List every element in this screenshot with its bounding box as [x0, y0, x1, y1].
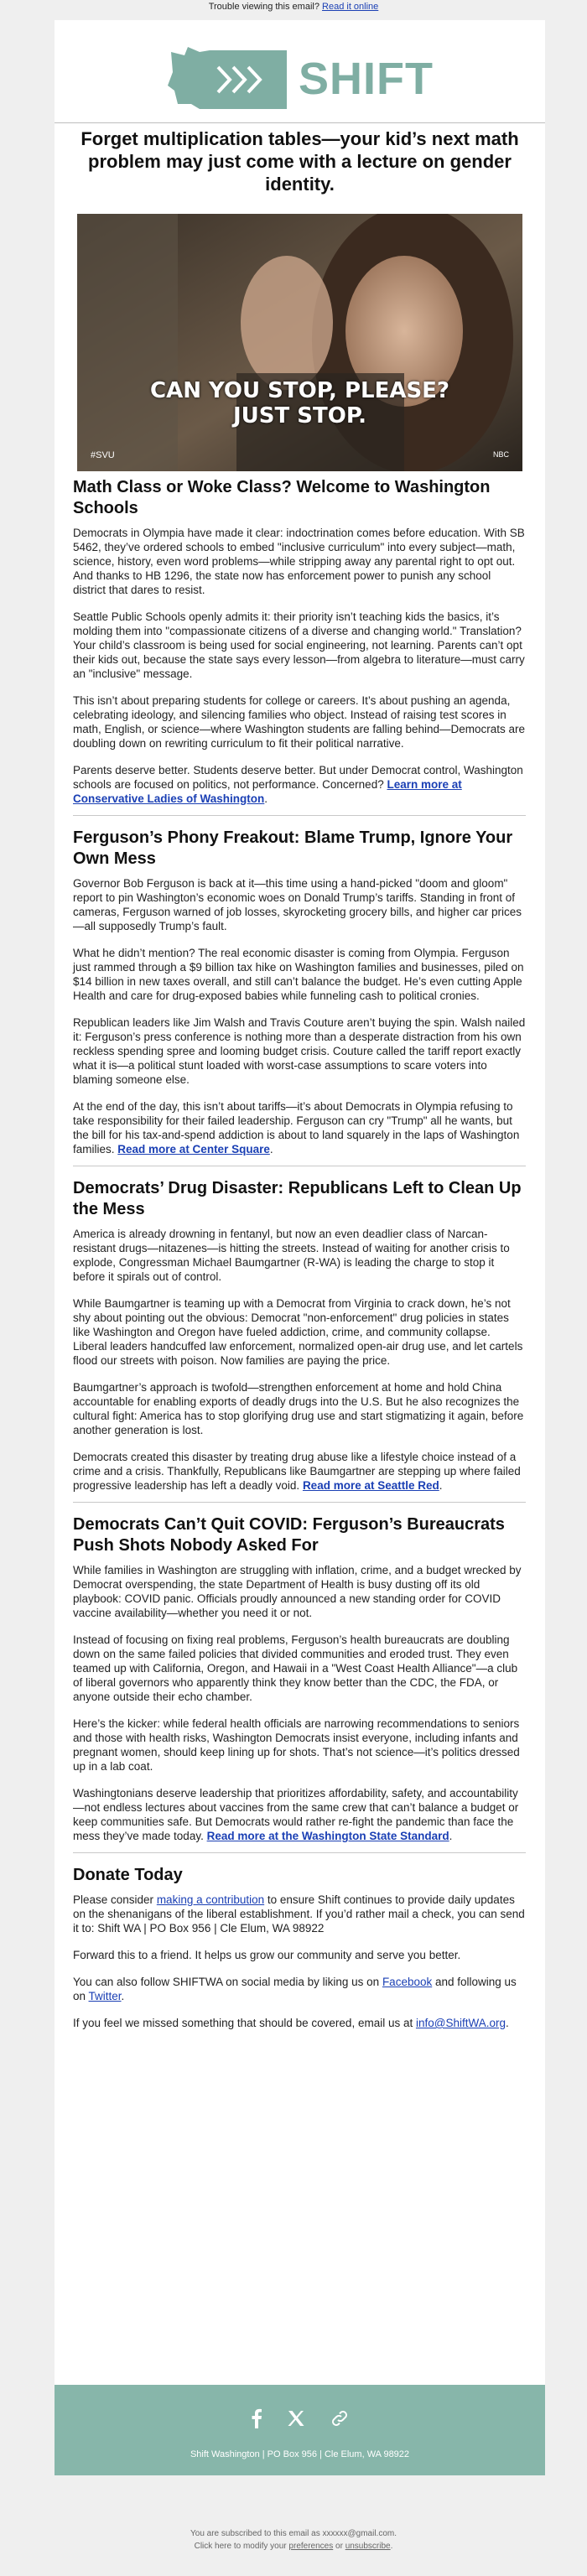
facebook-icon[interactable]	[251, 2408, 262, 2433]
story-source-link[interactable]: Read more at the Washington State Standard	[206, 1830, 449, 1842]
donate-text: Please consider	[73, 1893, 157, 1906]
story-closing-text: Washingtonians deserve leadership that prioritizes affordability, safety, and accountability—not endless lectures about vaccines from the same crew that can’t balance a budget or keep communities safe. But Democrats would rather re-fight the pandemic than face the mess they’ve made today.	[73, 1787, 519, 1842]
story-paragraph: Instead of focusing on fixing real problems, Ferguson’s health bureaucrats are doubling down on the same failed policies that divided communities and eroded trust. They even teamed up with California, Oregon, and Hawaii in a "West Coast Health Alliance"—a club of liberal governors who apparently think they know better than the CDC, the FDA, or anyone outside their echo chamber.	[73, 1633, 518, 1703]
social-footer	[55, 2385, 545, 2475]
story-closing: Parents deserve better. Students deserve better. But under Democrat control, Washington schools are focused on politics, not performance. Concerned? Learn more at Conservative Ladies of Washington.	[73, 764, 523, 805]
read-online-link[interactable]: Read it online	[322, 2, 379, 12]
story-4	[73, 1514, 526, 1843]
email-card	[55, 20, 545, 2475]
hero-svg	[77, 214, 522, 471]
story-paragraph: Seattle Public Schools openly admits it: their priority isn’t teaching kids the basics, it’s molding them into "compassionate citizens of a diverse and changing world." Translation? Your child’s classroom is being used for social engineering, not learning. Parents can’t opt their kids out, because the state says every lesson—from algebra to literature—must carry an "inclusive" message.	[73, 610, 525, 680]
hero-caption-line2: JUST STOP.	[232, 403, 367, 428]
story-source-link[interactable]: Read more at Center Square	[117, 1143, 270, 1156]
story-divider	[73, 815, 526, 816]
link-icon[interactable]	[330, 2408, 350, 2433]
forward-paragraph: Forward this to a friend. It helps us grow our community and serve you better.	[73, 1949, 461, 1961]
nbc-logo: NBC	[492, 450, 509, 459]
story-paragraph: America is already drowning in fentanyl, but now an even deadlier class of Narcan-resistant drugs—nitazenes—is hitting the streets. Instead of waiting for another crisis to explode, Congressman Michael Baumgartner (R-WA) is leading the charge to stop it before it spirals out of control.	[73, 1228, 510, 1283]
story-closing-text: Parents deserve better. Students deserve better. But under Democrat control, Washington schools are focused on politics, not performance. Concerned?	[73, 764, 523, 791]
story-divider	[73, 1502, 526, 1503]
preheader-text: Trouble viewing this email?	[208, 2, 319, 12]
story-title: Democrats’ Drug Disaster: Republicans Left to Clean Up the Mess	[73, 1179, 522, 1218]
story-closing: Democrats created this disaster by treating drug abuse like a lifestyle choice instead of a crime and a crisis. Thankfully, Republicans like Baumgartner are stepping up where failed progressive leadership has left a deadly void. Read more at Seattle Red.	[73, 1451, 521, 1492]
preferences-line	[0, 2540, 587, 2553]
washington-state-icon	[166, 44, 292, 114]
subscription-text: You are subscribed to this email as	[190, 2529, 323, 2538]
story-paragraph: Here’s the kicker: while federal health officials are narrowing recommendations to seniors and those with health risks, Washington Democrats insist everyone, including infants and pregnant women, should keep lining up for shots. That’s not science—it’s politics dressed up in a lab coat.	[73, 1717, 520, 1773]
story-source-link[interactable]: Read more at Seattle Red	[302, 1479, 439, 1492]
story-source-link[interactable]: Learn more at Conservative Ladies of Washington	[73, 778, 462, 805]
preferences-link[interactable]: preferences	[288, 2542, 334, 2551]
story-title: Ferguson’s Phony Freakout: Blame Trump, Ignore Your Own Mess	[73, 828, 513, 868]
subscription-info	[0, 2527, 587, 2553]
story-paragraph: Governor Bob Ferguson is back at it—this time using a hand-picked "doom and gloom" report to pin Washington’s economic woes on Donald Trump’s tariffs. Standing in front of cameras, Ferguson warned of job losses, skyrocketing grocery bills, and higher car prices—all supposedly Trump’s fault.	[73, 877, 522, 932]
email-link[interactable]: info@ShiftWA.org	[415, 2017, 506, 2029]
story-2	[73, 828, 526, 1156]
contact-paragraph	[73, 2016, 526, 2030]
story-paragraph: Democrats in Olympia have made it clear: indoctrination comes before education. With SB 5462, they’ve ordered schools to embed "inclusive curriculum" into every subject—math, science, history, even word problems—while stripping away any parental right to opt out. And thanks to HB 1296, the state now has enforcement power to punish any school district that dares to resist.	[73, 527, 525, 596]
article-list	[73, 477, 526, 2043]
story-divider	[73, 1852, 526, 1853]
brand-name: SHIFT	[299, 54, 434, 104]
donate-paragraph	[73, 1893, 526, 1935]
contact-text: .	[505, 2017, 509, 2029]
footer-address: Shift Washington | PO Box 956 | Cle Elum, WA 98922	[190, 2449, 410, 2459]
subscription-line	[0, 2527, 587, 2540]
preferences-text: .	[390, 2542, 393, 2551]
unsubscribe-link[interactable]: unsubscribe	[345, 2542, 391, 2551]
story-paragraph: This isn’t about preparing students for college or careers. It’s about pushing an agenda, celebrating ideology, and silencing families who object. Instead of raising test scores in math, English, or science—where Washington students are falling behind—Democrats are doubling down on rewriting curriculum to fit their political narrative.	[73, 694, 526, 750]
contribution-link[interactable]: making a contribution	[156, 1893, 265, 1906]
story-closing-text: Democrats created this disaster by treating drug abuse like a lifestyle choice instead of a crime and a crisis. Thankfully, Republicans like Baumgartner are stepping up where failed progressive leadership has left a deadly void.	[73, 1451, 521, 1492]
headline: Forget multiplication tables—your kid’s next math problem may just come with a lecture on gender identity.	[81, 128, 519, 195]
header-divider	[55, 122, 545, 123]
social-text: .	[121, 1990, 125, 2002]
donate-title: Donate Today	[73, 1866, 183, 1884]
story-title: Democrats Can’t Quit COVID: Ferguson’s Bureaucrats Push Shots Nobody Asked For	[73, 1515, 505, 1555]
facebook-link[interactable]: Facebook	[382, 1976, 433, 1988]
story-1	[73, 477, 526, 806]
hero-caption-line1: CAN YOU STOP, PLEASE?	[149, 378, 450, 403]
story-closing-text: At the end of the day, this isn’t about tariffs—it’s about Democrats in Olympia refusing to take responsibility for their failed leadership. Ferguson can cry "Trump" all he wants, but the bill for his tax-and-spend addiction is about to land squarely in the laps of Washington families.	[73, 1100, 520, 1156]
subscriber-email: xxxxxx@gmail.com	[322, 2529, 395, 2538]
social-icons	[55, 2385, 545, 2433]
story-paragraph: While families in Washington are struggling with inflation, crime, and a budget wrecked by Democrat overspending, the state Department of Health is busy dusting off its old playbook: COVID panic. Officials proudly announced a new standing order for COVID vaccine availability—whether you need it or not.	[73, 1564, 522, 1619]
preheader	[0, 0, 587, 13]
subscription-text: .	[394, 2529, 397, 2538]
story-paragraph: Baumgartner’s approach is twofold—strengthen enforcement at home and hold China accountable for enabling exports of deadly drugs into the U.S. But he also recognizes the cultural fight: America has to stop glorifying drug use and start stigmatizing it again, before another generation is lost.	[73, 1381, 524, 1436]
hero-tag-left: #SVU	[91, 450, 115, 460]
donate-text: to ensure Shift continues to provide daily updates on the shenanigans of the liberal establishment. If you’d rather mail a check, you can send it to: Shift WA | PO Box 956 | Cle Elum, WA 98922	[73, 1893, 525, 1935]
donate-section	[73, 1865, 526, 2030]
story-paragraph: While Baumgartner is teaming up with a Democrat from Virginia to crack down, he’s not shy about pointing out the obvious: Democrat "non-enforcement" drug policies in states like Washington and Oregon have fueled addiction, crime, and community collapse. Liberal leaders handcuffed law enforcement, normalized open-air drug use, and let cartels flood our streets with poison. Now families are paying the price.	[73, 1297, 523, 1367]
x-icon[interactable]	[286, 2408, 306, 2433]
story-closing: At the end of the day, this isn’t about tariffs—it’s about Democrats in Olympia refusing to take responsibility for their failed leadership. Ferguson can cry "Trump" all he wants, but the bill for his tax-and-spend addiction is about to land squarely in the laps of Washington families. Read more at Center Square.	[73, 1100, 520, 1156]
story-paragraph: What he didn’t mention? The real economic disaster is coming from Olympia. Ferguson just rammed through a $9 billion tax hike on Washington families and businesses, piled on $14 billion in new taxes overall, and still can’t balance the budget. He’s even cutting Apple Health and care for drug-exposed babies while funneling cash to political cronies.	[73, 947, 524, 1002]
story-3	[73, 1178, 526, 1493]
hero-image[interactable]	[77, 214, 522, 471]
logo	[55, 40, 545, 124]
contact-text: If you feel we missed something that should be covered, email us at	[73, 2017, 416, 2029]
social-text: You can also follow SHIFTWA on social media by liking us on	[73, 1976, 382, 1988]
social-text: and following us on	[73, 1976, 517, 2002]
social-paragraph	[73, 1975, 526, 2003]
twitter-link[interactable]: Twitter	[88, 1990, 122, 2002]
preferences-text: or	[333, 2542, 345, 2551]
story-title: Math Class or Woke Class? Welcome to Washington Schools	[73, 478, 491, 517]
story-paragraph: Republican leaders like Jim Walsh and Travis Couture aren’t buying the spin. Walsh nailed it: Ferguson’s press conference is nothing more than a desperate distraction from his own reckless spending spree and looming budget crisis. Couture called the tariff report exactly what it is—a political stunt loaded with worst-case assumptions to scare voters into blaming someone else.	[73, 1016, 526, 1086]
story-closing: Washingtonians deserve leadership that prioritizes affordability, safety, and accountability—not endless lectures about vaccines from the same crew that can’t balance a budget or keep communities safe. But Democrats would rather re-fight the pandemic than face the mess they’ve made today. Read more at the Washington State Standard.	[73, 1787, 519, 1842]
preferences-text: Click here to modify your	[194, 2542, 289, 2551]
